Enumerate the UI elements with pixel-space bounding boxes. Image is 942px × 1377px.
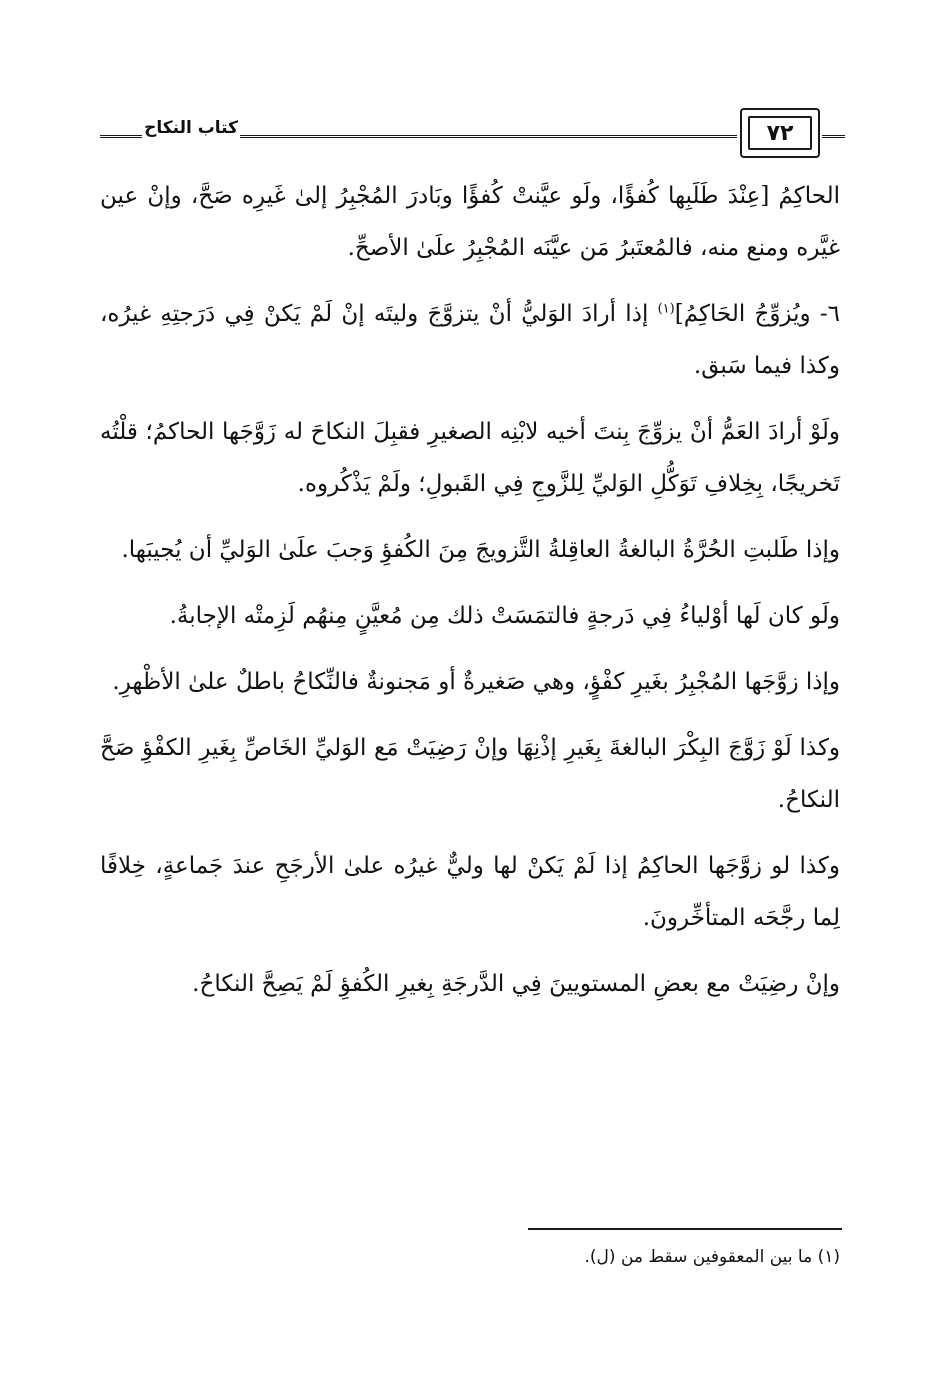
page-header [100,108,845,164]
page-number: ٧٢ [748,116,812,150]
header-rule-right [822,135,845,138]
running-title: كتاب النكاح [144,118,238,138]
paragraph-3: ولَوْ أرادَ العَمُّ أنْ يزوِّجَ بِنتَ أخيه لابْنِه الصغيرِ فقبِلَ النكاحَ له زَوَّجَها الحاكمُ؛ قلْتُه تَخريجًا، بِخِلافِ تَوَكُّلِ الوَليِّ لِلزَّوجِ فِي القَبولِ؛ ولَمْ يَذْكُروه. [100,419,840,497]
footnote: (١) ما بين المعقوفين سقط من (ل). [584,1247,840,1267]
paragraph-2-start: ٦- ويُزوِّجُ الحَاكِمُ] [674,301,841,327]
paragraph-7: وكذا لَوْ زَوَّجَ البِكْرَ البالغةَ بِغَيرِ إذْنِهَا وإنْ رَضِيَتْ مَع الوَليِّ الخَاصِّ بِغَيرِ الكفْؤِ صَحَّ النكاحُ. [100,735,840,813]
paragraph-9: وإنْ رضِيَتْ مع بعضِ المستويينَ فِي الدَّرجَةِ بِغيرِ الكُفؤِ لَمْ يَصِحَّ النكاحُ. [192,971,840,997]
paragraph-5: ولَو كان لَها أوْلياءُ فِي دَرجةٍ فالتمَسَتْ ذلك مِن مُعيَّنٍ مِنهُم لَزِمتْه الإجابةُ. [169,603,840,629]
paragraph-6: وإذا زوَّجَها المُجْبِرُ بغَيرِ كفْؤٍ، وهي صَغيرةٌ أو مَجنونةٌ فالنِّكاحُ باطلٌ علىٰ الأظْهرِ. [112,669,840,695]
paragraph-1: الحاكِمُ [عِنْدَ طَلَبِها كُفؤًا، ولَو عيَّنتْ كُفؤًا وبَادرَ المُجْبِرُ إلىٰ غَيرِه صَحَّ، وإنْ عين غيَّره ومنع منه، فالمُعتَبرُ مَن عيَّنَه المُجْبِرُ علَىٰ الأصحِّ. [100,183,840,261]
paragraph-2-rest: إذا أرادَ الوَليُّ أنْ يتزوَّجَ وليتَه إنْ لَمْ يَكنْ فِي دَرَجتِهِ غيرُه، وكذا فيما سَبق. [100,301,840,379]
paragraph-4: وإذا طَلبتِ الحُرَّةُ البالغةُ العاقِلةُ التَّزويجَ مِنَ الكُفؤِ وَجبَ علَىٰ الوَليِّ أن يُجيبَها. [121,537,840,563]
footnote-reference: (١) [657,301,675,317]
header-rule-main [240,135,737,138]
body-text [100,170,840,1024]
paragraph-2 [100,288,840,392]
paragraph-8: وكذا لو زوَّجَها الحاكِمُ إذا لَمْ يَكنْ لها وليٌّ غيرُه علىٰ الأرجَحِ عندَ جَماعةٍ، خِلافًا لِما رجَّحَه المتأخِّرونَ. [100,853,840,931]
header-rule-left [100,135,142,138]
footnote-separator [528,1228,842,1230]
page-number-frame [740,108,820,158]
